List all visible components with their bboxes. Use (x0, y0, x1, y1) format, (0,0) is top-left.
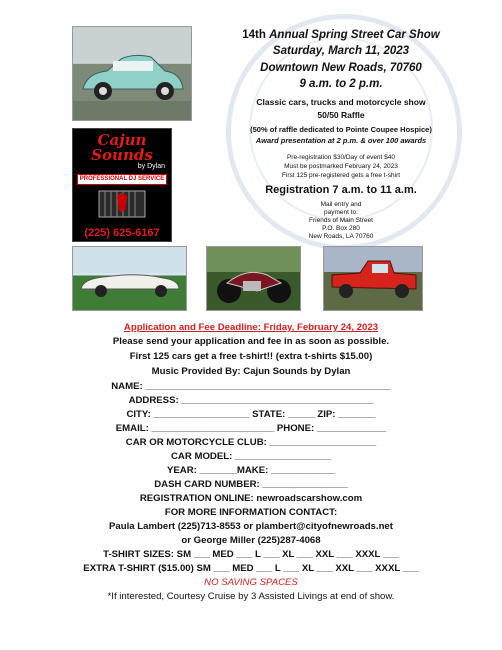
show-location: Downtown New Roads, 70760 (260, 62, 422, 74)
motorcycle-photo (206, 246, 301, 311)
city-state-zip-field: CITY: __________________ STATE: _____ ZIP: _______ (126, 409, 376, 420)
name-field: NAME: ______________________________________________ (111, 381, 391, 392)
vintage-car-photo (72, 26, 192, 121)
free-shirt-note: First 125 pre-registered gets a free t-shirt (281, 172, 401, 179)
show-title: 14th Annual Spring Street Car Show (242, 29, 440, 41)
truck-icon (324, 247, 422, 310)
car-model-field: CAR MODEL: __________________ (171, 451, 331, 462)
show-classes: Classic cars, trucks and motorcycle show (256, 97, 426, 107)
mail-line-5: New Roads, LA 70760 (308, 233, 374, 240)
postmark-deadline: Must be postmarked February 24, 2023 (284, 163, 398, 170)
contact-paula: Paula Lambert (225)713-8553 or plambert@cityofnewroads.net (109, 521, 393, 532)
dj-logo-service: PROFESSIONAL DJ SERVICE (77, 174, 167, 185)
mail-line-4: P.O. Box 280 (322, 225, 360, 232)
prereg-fee: Pre-registration $30/Day of event $40 (286, 154, 396, 161)
registration-hours: Registration 7 a.m. to 11 a.m. (265, 184, 417, 196)
more-info-heading: FOR MORE INFORMATION CONTACT: (164, 507, 338, 518)
dash-card-field: DASH CARD NUMBER: ________________ (154, 479, 348, 490)
email-phone-field: EMAIL: _______________________ PHONE: _____________ (115, 423, 387, 434)
free-shirt-note-2: First 125 cars get a free t-shirt!! (extra t-shirts $15.00) (129, 351, 373, 362)
contact-george: or George Miller (225)287-4068 (181, 535, 321, 546)
send-note: Please send your application and fee in as soon as possible. (112, 336, 390, 347)
registration-online: REGISTRATION ONLINE: newroadscarshow.com (139, 493, 363, 504)
extra-tshirt-field: EXTRA T-SHIRT ($15.00) SM ___ MED ___ L ___ XL ___ XXL ___ XXXL ___ (83, 563, 419, 574)
motorcycle-icon (207, 247, 300, 310)
fee-deadline: Application and Fee Deadline: Friday, February 24, 2023 (123, 322, 379, 333)
vintage-car-icon (73, 27, 191, 120)
dj-logo (72, 128, 172, 242)
courtesy-cruise-note: *If interested, Courtesy Cruise by 3 Assisted Livings at end of show. (107, 591, 395, 602)
mail-line-3: Friends of Main Street (309, 217, 373, 224)
raffle: 50/50 Raffle (317, 110, 365, 120)
music-note: Music Provided By: Cajun Sounds by Dylan (151, 366, 351, 377)
club-field: CAR OR MOTORCYCLE CLUB: ____________________ (125, 437, 377, 448)
year-make-field: YEAR: _______MAKE: ____________ (167, 465, 335, 476)
show-time: 9 a.m. to 2 p.m. (299, 78, 383, 90)
tshirt-sizes-field: T-SHIRT SIZES: SM ___ MED ___ L ___ XL ___ XXL ___ XXXL ___ (103, 549, 399, 560)
address-field: ADDRESS: ____________________________________ (128, 395, 374, 406)
dj-logo-by: by Dylan (137, 163, 165, 170)
mail-line-1: Mail entry and (320, 201, 362, 208)
dj-logo-phone: (225) 625-6167 (84, 227, 160, 239)
mustang-photo (72, 246, 187, 311)
awards-note: Award presentation at 2 p.m. & over 100 awards (255, 136, 427, 145)
raffle-note: (50% of raffle dedicated to Pointe Coupee Hospice) (250, 125, 432, 134)
red-truck-photo (323, 246, 423, 311)
convertible-car-icon (73, 247, 186, 310)
mail-line-2: payment to: (324, 209, 358, 216)
accordion-icon (97, 187, 147, 221)
dj-logo-title: Cajun Sounds (91, 131, 153, 164)
show-date: Saturday, March 11, 2023 (272, 45, 410, 57)
no-saving-spaces: NO SAVING SPACES (204, 577, 298, 588)
